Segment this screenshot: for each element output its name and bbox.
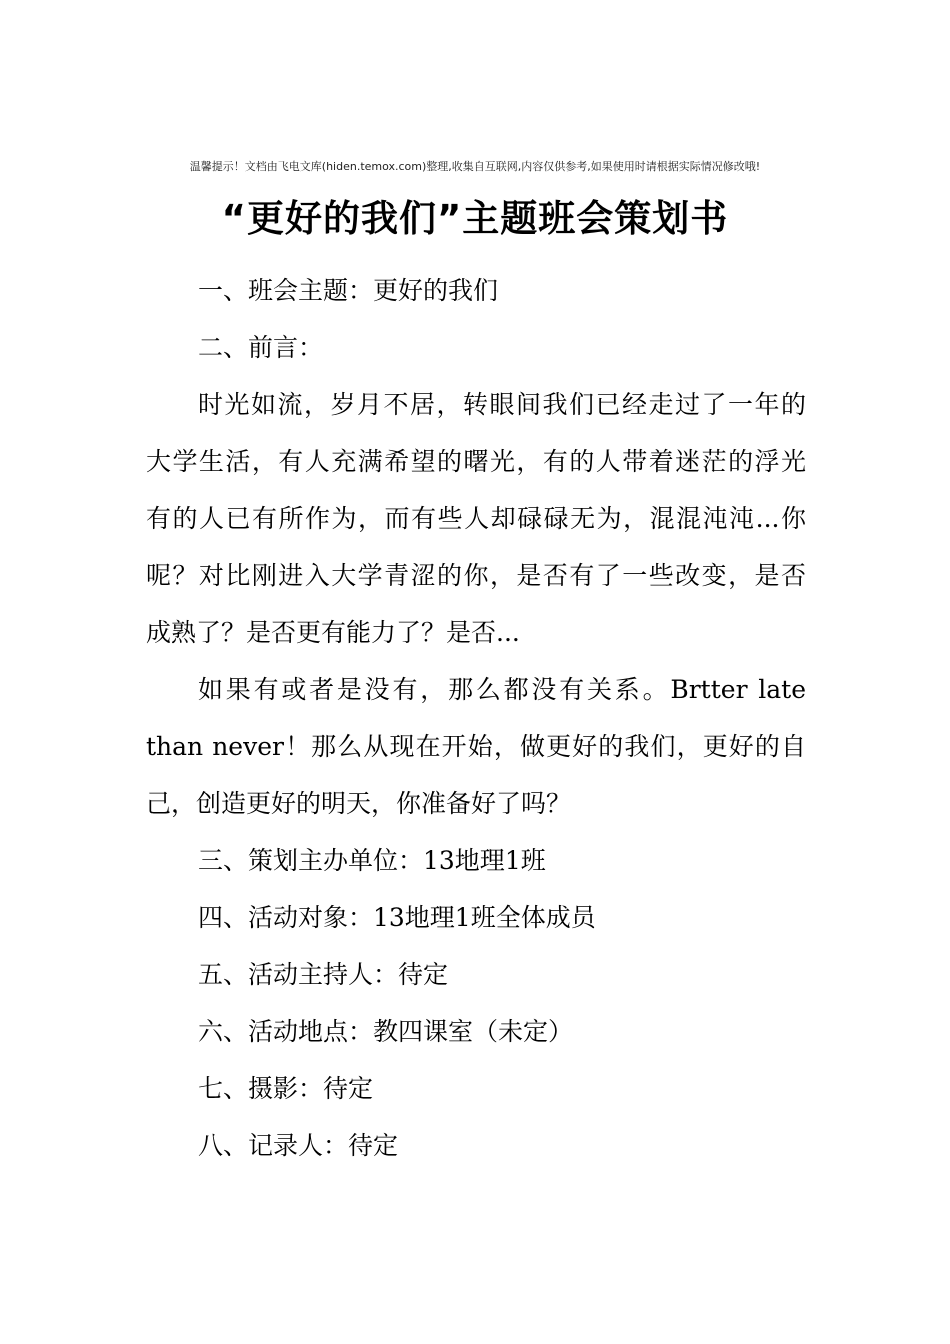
- preface-line: 大学生活，有人充满希望的曙光，有的人带着迷茫的浮光: [146, 447, 806, 476]
- preface-line: 有的人已有所作为，而有些人却碌碌无为，混混沌沌...你: [146, 504, 806, 533]
- section-photography: 七、摄影：待定: [198, 1074, 374, 1103]
- section-recorder: 八、记录人：待定: [198, 1131, 399, 1160]
- preface-line: 如果有或者是没有，那么都没有关系。Brtter late: [198, 675, 806, 704]
- preface-line: 成熟了？是否更有能力了？是否...: [146, 618, 520, 647]
- preface-line: 呢？对比刚进入大学青涩的你，是否有了一些改变，是否: [146, 561, 806, 590]
- document-title: “更好的我们”主题班会策划书: [221, 197, 729, 240]
- section-preface-heading: 二、前言：: [198, 333, 324, 362]
- section-venue: 六、活动地点：教四课室（未定）: [198, 1017, 574, 1046]
- preface-line: than never！那么从现在开始，做更好的我们，更好的自: [146, 732, 806, 761]
- document-body: [146, 262, 806, 1174]
- section-host: 五、活动主持人：待定: [198, 960, 449, 989]
- section-participants: 四、活动对象：13地理1班全体成员: [198, 903, 596, 932]
- preface-line: 时光如流，岁月不居，转眼间我们已经走过了一年的: [198, 390, 806, 419]
- disclaimer-notice: 温馨提示！文档由飞电文库(hiden.temox.com)整理,收集自互联网,内容仅供参考,如果使用时请根据实际情况修改哦!: [189, 160, 761, 173]
- section-organizer: 三、策划主办单位：13地理1班: [198, 846, 546, 875]
- section-theme: 一、班会主题：更好的我们: [198, 276, 499, 305]
- preface-line: 己，创造更好的明天，你准备好了吗？: [146, 789, 572, 818]
